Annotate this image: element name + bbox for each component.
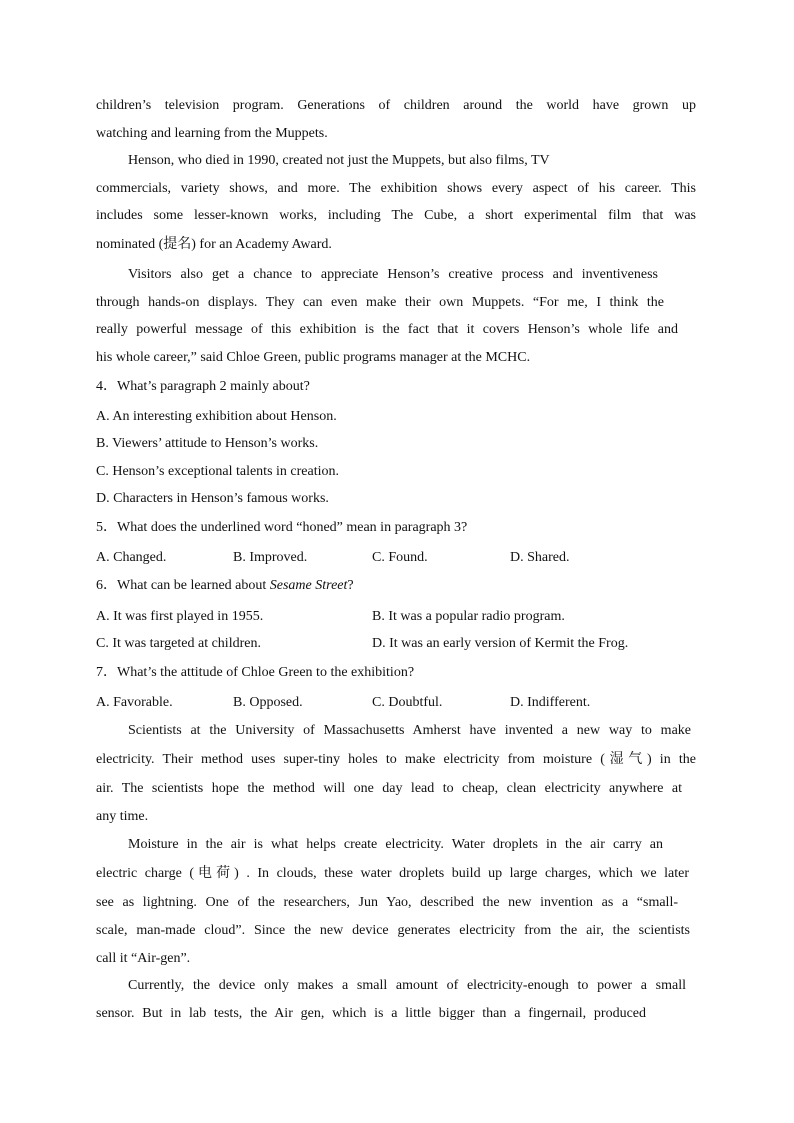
text-line: sensor. But in lab tests, the Air gen, which is a little bigger than a fingernail, produced (96, 1006, 646, 1021)
text-line: watching and learning from the Muppets. (96, 126, 328, 141)
option-d: D. Characters in Henson’s famous works. (96, 491, 329, 506)
option-c: C. Doubtful. (372, 695, 443, 710)
question-stem: 5．What does the underlined word “honed” mean in paragraph 3? (96, 520, 468, 535)
stem-end: ? (347, 578, 354, 593)
option-b: B. It was a popular radio program. (372, 609, 565, 624)
option-a: A. It was first played in 1955. (96, 609, 264, 624)
stem-text: 6．What can be learned about (96, 578, 270, 593)
option-d: D. It was an early version of Kermit the Frog. (372, 636, 629, 651)
option-b: B. Improved. (233, 550, 308, 565)
text-line: nominated (提名) for an Academy Award. (96, 237, 332, 252)
text-line: any time. (96, 809, 149, 824)
question-stem: 4．What’s paragraph 2 mainly about? (96, 379, 310, 394)
text-line: see as lightning. One of the researchers, Jun Yao, described the new invention as a “small- (96, 895, 678, 910)
text-line: includes some lesser-known works, including The Cube, a short experimental film that was (96, 208, 696, 223)
stem-title: Sesame Street (269, 578, 348, 593)
option-b: B. Opposed. (233, 695, 303, 710)
option-c: C. It was targeted at children. (96, 636, 261, 651)
option-d: D. Indifferent. (510, 695, 591, 710)
text-line: Visitors also get a chance to appreciate Henson’s creative process and inventiveness (128, 267, 658, 282)
option-c: C. Henson’s exceptional talents in creation. (96, 464, 339, 479)
text-line: Currently, the device only makes a small amount of electricity-enough to power a small (128, 978, 686, 993)
text-line: Scientists at the University of Massachusetts Amherst have invented a new way to make (128, 723, 691, 738)
option-b: B. Viewers’ attitude to Henson’s works. (96, 436, 319, 451)
text-line: electric charge (电荷) . In clouds, these water droplets build up large charges, which we later (96, 866, 689, 881)
text-line: scale, man-made cloud”. Since the new device generates electricity from the air, the scientists (96, 923, 690, 938)
text-line: really powerful message of this exhibition is the fact that it covers Henson’s whole life and (96, 322, 678, 337)
text-line: through hands-on displays. They can even make their own Muppets. “For me, I think the (96, 295, 664, 310)
text-line: air. The scientists hope the method will one day lead to cheap, clean electricity anywhere at (96, 781, 682, 796)
text-line: electricity. Their method uses super-tiny holes to make electricity from moisture (湿气) in the (96, 752, 696, 767)
text-line: his whole career,” said Chloe Green, public programs manager at the MCHC. (96, 350, 531, 365)
text-line: call it “Air-gen”. (96, 951, 191, 966)
text-line: Henson, who died in 1990, created not just the Muppets, but also films, TV (128, 153, 550, 168)
question-stem: 7．What’s the attitude of Chloe Green to the exhibition? (96, 665, 415, 680)
option-c: C. Found. (372, 550, 428, 565)
option-a: A. An interesting exhibition about Henson. (96, 409, 337, 424)
question-stem (96, 577, 696, 595)
option-d: D. Shared. (510, 550, 570, 565)
option-a: A. Changed. (96, 550, 167, 565)
text-line: commercials, variety shows, and more. The exhibition shows every aspect of his career. This (96, 181, 696, 196)
option-a: A. Favorable. (96, 695, 173, 710)
text-line: Moisture in the air is what helps create electricity. Water droplets in the air carry an (128, 837, 663, 852)
text-line: children’s television program. Generations of children around the world have grown up (96, 98, 696, 113)
